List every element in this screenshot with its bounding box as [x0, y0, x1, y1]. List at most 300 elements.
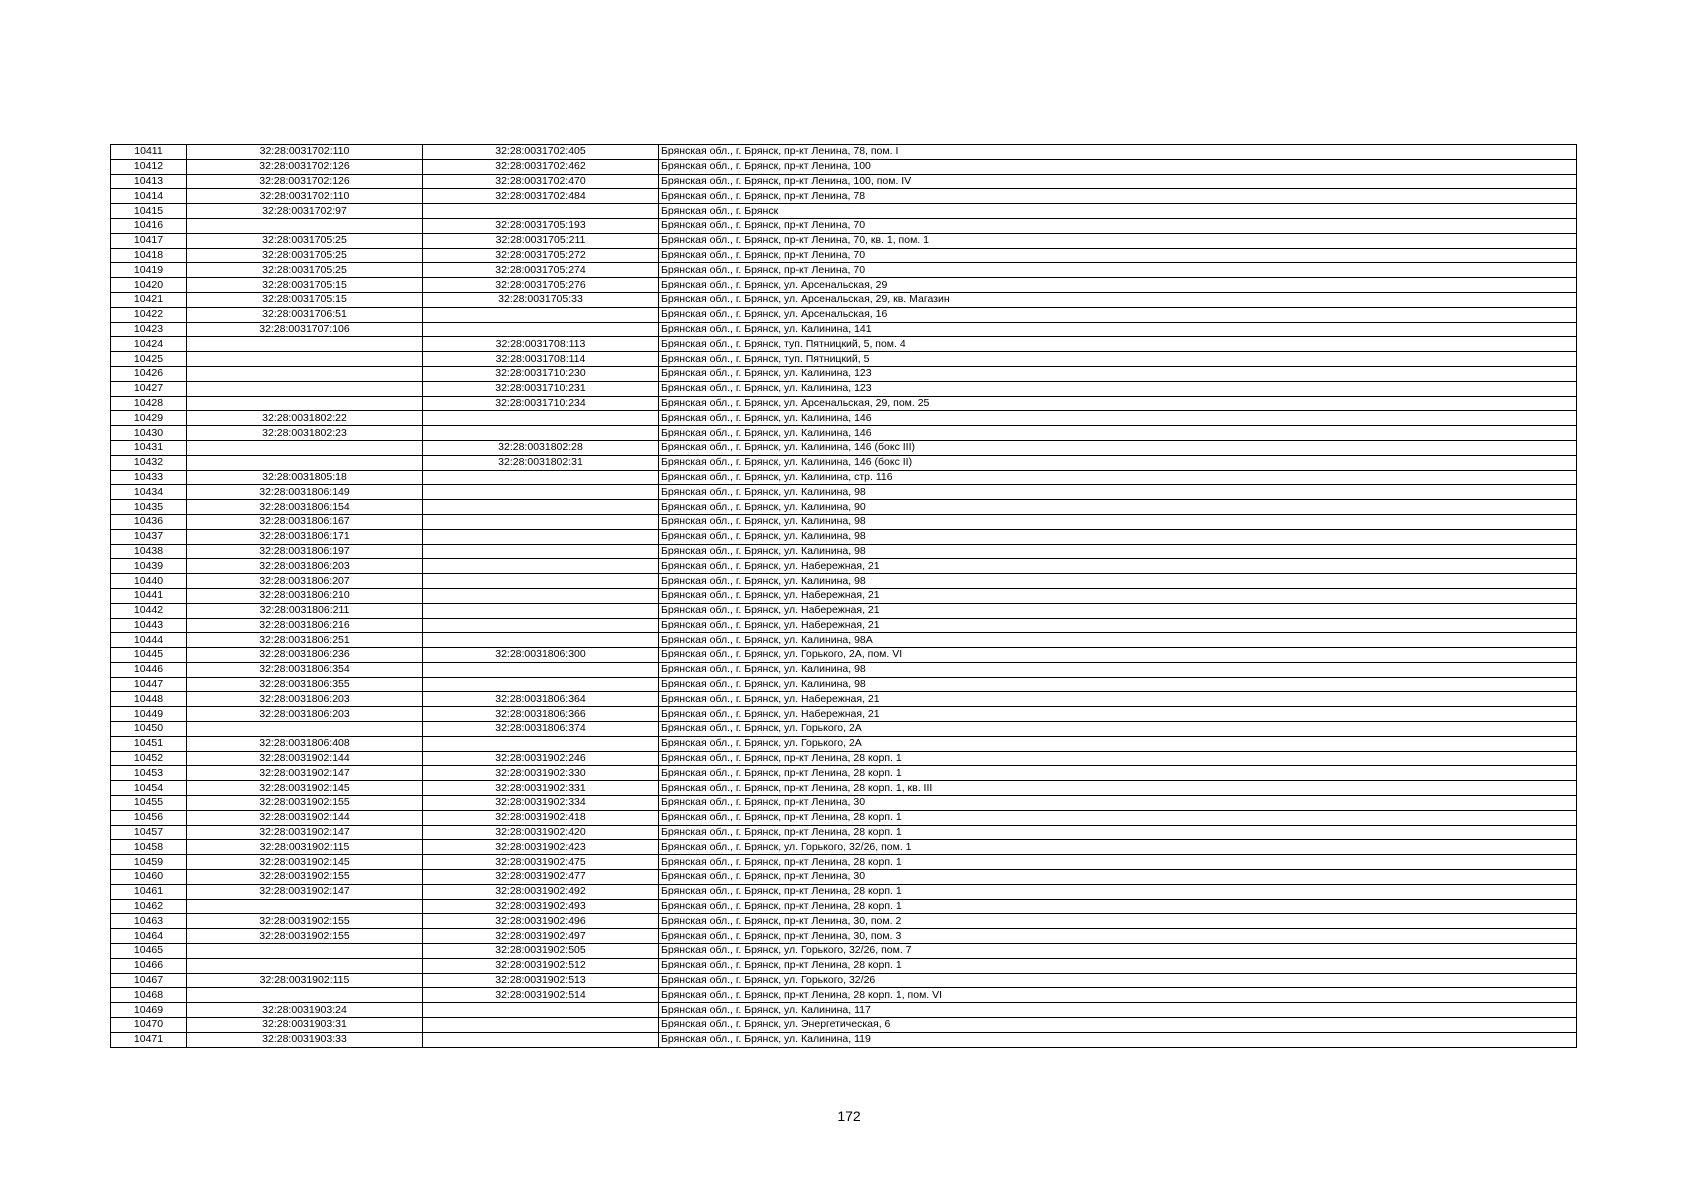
row-number-cell: 10470 — [111, 1018, 187, 1033]
building-cadastral-number-cell: 32:28:0031806:366 — [423, 707, 659, 722]
building-cadastral-number-cell: 32:28:0031708:114 — [423, 352, 659, 367]
table-row — [111, 292, 1577, 307]
address-cell: Брянская обл., г. Брянск, пр-кт Ленина, 30 — [659, 870, 1577, 885]
land-cadastral-number-cell — [187, 455, 423, 470]
row-number-cell: 10423 — [111, 322, 187, 337]
row-number-cell: 10435 — [111, 500, 187, 515]
table-row — [111, 618, 1577, 633]
table-row — [111, 1003, 1577, 1018]
land-cadastral-number-cell: 32:28:0031806:167 — [187, 514, 423, 529]
table-row — [111, 825, 1577, 840]
land-cadastral-number-cell: 32:28:0031806:203 — [187, 707, 423, 722]
row-number-cell: 10448 — [111, 692, 187, 707]
table-row — [111, 736, 1577, 751]
land-cadastral-number-cell: 32:28:0031902:145 — [187, 855, 423, 870]
table-row — [111, 204, 1577, 219]
land-cadastral-number-cell: 32:28:0031806:211 — [187, 603, 423, 618]
row-number-cell: 10420 — [111, 278, 187, 293]
address-cell: Брянская обл., г. Брянск, ул. Калинина, 98А — [659, 633, 1577, 648]
address-cell: Брянская обл., г. Брянск, ул. Набережная, 21 — [659, 707, 1577, 722]
address-cell: Брянская обл., г. Брянск, ул. Арсенальская, 29, пом. 25 — [659, 396, 1577, 411]
building-cadastral-number-cell: 32:28:0031710:231 — [423, 381, 659, 396]
land-cadastral-number-cell: 32:28:0031702:110 — [187, 145, 423, 160]
land-cadastral-number-cell: 32:28:0031902:155 — [187, 914, 423, 929]
land-cadastral-number-cell: 32:28:0031702:97 — [187, 204, 423, 219]
building-cadastral-number-cell — [423, 307, 659, 322]
building-cadastral-number-cell — [423, 411, 659, 426]
row-number-cell: 10461 — [111, 884, 187, 899]
building-cadastral-number-cell: 32:28:0031708:113 — [423, 337, 659, 352]
row-number-cell: 10469 — [111, 1003, 187, 1018]
land-cadastral-number-cell: 32:28:0031705:15 — [187, 292, 423, 307]
row-number-cell: 10424 — [111, 337, 187, 352]
land-cadastral-number-cell: 32:28:0031806:355 — [187, 677, 423, 692]
building-cadastral-number-cell: 32:28:0031902:477 — [423, 870, 659, 885]
address-cell: Брянская обл., г. Брянск, пр-кт Ленина, 28 корп. 1 — [659, 958, 1577, 973]
table-row — [111, 263, 1577, 278]
table-row — [111, 218, 1577, 233]
building-cadastral-number-cell: 32:28:0031902:330 — [423, 766, 659, 781]
land-cadastral-number-cell: 32:28:0031706:51 — [187, 307, 423, 322]
building-cadastral-number-cell: 32:28:0031902:418 — [423, 810, 659, 825]
row-number-cell: 10443 — [111, 618, 187, 633]
land-cadastral-number-cell: 32:28:0031902:147 — [187, 825, 423, 840]
land-cadastral-number-cell: 32:28:0031705:25 — [187, 248, 423, 263]
address-cell: Брянская обл., г. Брянск, ул. Калинина, 123 — [659, 381, 1577, 396]
building-cadastral-number-cell — [423, 322, 659, 337]
land-cadastral-number-cell: 32:28:0031806:171 — [187, 529, 423, 544]
table-row — [111, 440, 1577, 455]
land-cadastral-number-cell — [187, 381, 423, 396]
table-row — [111, 396, 1577, 411]
table-row — [111, 381, 1577, 396]
table-row — [111, 677, 1577, 692]
table-row — [111, 559, 1577, 574]
building-cadastral-number-cell: 32:28:0031806:374 — [423, 722, 659, 737]
land-cadastral-number-cell: 32:28:0031903:31 — [187, 1018, 423, 1033]
land-cadastral-number-cell: 32:28:0031806:207 — [187, 574, 423, 589]
row-number-cell: 10431 — [111, 440, 187, 455]
row-number-cell: 10429 — [111, 411, 187, 426]
table-row — [111, 692, 1577, 707]
address-cell: Брянская обл., г. Брянск, пр-кт Ленина, 70, кв. 1, пом. 1 — [659, 233, 1577, 248]
building-cadastral-number-cell — [423, 603, 659, 618]
address-cell: Брянская обл., г. Брянск, ул. Калинина, 90 — [659, 500, 1577, 515]
address-cell: Брянская обл., г. Брянск, ул. Горького, 2А, пом. VI — [659, 648, 1577, 663]
address-cell: Брянская обл., г. Брянск — [659, 204, 1577, 219]
row-number-cell: 10419 — [111, 263, 187, 278]
land-cadastral-number-cell: 32:28:0031902:147 — [187, 884, 423, 899]
row-number-cell: 10438 — [111, 544, 187, 559]
table-row — [111, 810, 1577, 825]
land-cadastral-number-cell — [187, 352, 423, 367]
land-cadastral-number-cell: 32:28:0031806:197 — [187, 544, 423, 559]
row-number-cell: 10449 — [111, 707, 187, 722]
building-cadastral-number-cell: 32:28:0031902:475 — [423, 855, 659, 870]
building-cadastral-number-cell: 32:28:0031902:514 — [423, 988, 659, 1003]
land-cadastral-number-cell: 32:28:0031806:203 — [187, 692, 423, 707]
address-cell: Брянская обл., г. Брянск, ул. Набережная, 21 — [659, 588, 1577, 603]
table-row — [111, 411, 1577, 426]
address-cell: Брянская обл., г. Брянск, ул. Калинина, 141 — [659, 322, 1577, 337]
building-cadastral-number-cell: 32:28:0031902:423 — [423, 840, 659, 855]
land-cadastral-number-cell: 32:28:0031806:408 — [187, 736, 423, 751]
address-cell: Брянская обл., г. Брянск, пр-кт Ленина, 70 — [659, 248, 1577, 263]
address-cell: Брянская обл., г. Брянск, ул. Набережная, 21 — [659, 603, 1577, 618]
table-row — [111, 781, 1577, 796]
building-cadastral-number-cell: 32:28:0031806:364 — [423, 692, 659, 707]
row-number-cell: 10447 — [111, 677, 187, 692]
land-cadastral-number-cell: 32:28:0031806:154 — [187, 500, 423, 515]
land-cadastral-number-cell: 32:28:0031902:155 — [187, 929, 423, 944]
land-cadastral-number-cell: 32:28:0031902:115 — [187, 973, 423, 988]
row-number-cell: 10428 — [111, 396, 187, 411]
table-row — [111, 529, 1577, 544]
row-number-cell: 10432 — [111, 455, 187, 470]
address-cell: Брянская обл., г. Брянск, пр-кт Ленина, 28 корп. 1 — [659, 766, 1577, 781]
address-cell: Брянская обл., г. Брянск, пр-кт Ленина, 78 — [659, 189, 1577, 204]
table-row — [111, 426, 1577, 441]
table-row — [111, 588, 1577, 603]
building-cadastral-number-cell: 32:28:0031705:33 — [423, 292, 659, 307]
address-cell: Брянская обл., г. Брянск, ул. Калинина, 98 — [659, 529, 1577, 544]
building-cadastral-number-cell — [423, 618, 659, 633]
building-cadastral-number-cell: 32:28:0031806:300 — [423, 648, 659, 663]
building-cadastral-number-cell: 32:28:0031902:334 — [423, 796, 659, 811]
building-cadastral-number-cell: 32:28:0031702:484 — [423, 189, 659, 204]
table-row — [111, 603, 1577, 618]
table-row — [111, 929, 1577, 944]
land-cadastral-number-cell: 32:28:0031806:216 — [187, 618, 423, 633]
row-number-cell: 10441 — [111, 588, 187, 603]
address-cell: Брянская обл., г. Брянск, ул. Калинина, 146 — [659, 426, 1577, 441]
table-row — [111, 233, 1577, 248]
land-cadastral-number-cell: 32:28:0031705:25 — [187, 233, 423, 248]
land-cadastral-number-cell: 32:28:0031702:126 — [187, 174, 423, 189]
table-row — [111, 662, 1577, 677]
table-row — [111, 988, 1577, 1003]
row-number-cell: 10460 — [111, 870, 187, 885]
building-cadastral-number-cell: 32:28:0031710:234 — [423, 396, 659, 411]
land-cadastral-number-cell: 32:28:0031902:144 — [187, 810, 423, 825]
land-cadastral-number-cell: 32:28:0031902:155 — [187, 796, 423, 811]
land-cadastral-number-cell — [187, 396, 423, 411]
row-number-cell: 10430 — [111, 426, 187, 441]
address-cell: Брянская обл., г. Брянск, пр-кт Ленина, 100, пом. IV — [659, 174, 1577, 189]
table-row — [111, 322, 1577, 337]
land-cadastral-number-cell: 32:28:0031903:33 — [187, 1032, 423, 1047]
row-number-cell: 10466 — [111, 958, 187, 973]
table-row — [111, 914, 1577, 929]
land-cadastral-number-cell: 32:28:0031705:25 — [187, 263, 423, 278]
address-cell: Брянская обл., г. Брянск, ул. Калинина, 98 — [659, 574, 1577, 589]
row-number-cell: 10422 — [111, 307, 187, 322]
address-cell: Брянская обл., г. Брянск, ул. Калинина, 98 — [659, 514, 1577, 529]
table-row — [111, 189, 1577, 204]
address-cell: Брянская обл., г. Брянск, пр-кт Ленина, 28 корп. 1 — [659, 855, 1577, 870]
building-cadastral-number-cell: 32:28:0031902:512 — [423, 958, 659, 973]
building-cadastral-number-cell — [423, 677, 659, 692]
address-cell: Брянская обл., г. Брянск, ул. Арсенальская, 16 — [659, 307, 1577, 322]
address-cell: Брянская обл., г. Брянск, ул. Набережная, 21 — [659, 692, 1577, 707]
address-cell: Брянская обл., г. Брянск, ул. Калинина, стр. 116 — [659, 470, 1577, 485]
building-cadastral-number-cell — [423, 500, 659, 515]
table-row — [111, 707, 1577, 722]
row-number-cell: 10455 — [111, 796, 187, 811]
row-number-cell: 10427 — [111, 381, 187, 396]
land-cadastral-number-cell: 32:28:0031806:251 — [187, 633, 423, 648]
land-cadastral-number-cell — [187, 988, 423, 1003]
table-row — [111, 352, 1577, 367]
building-cadastral-number-cell — [423, 1018, 659, 1033]
building-cadastral-number-cell: 32:28:0031710:230 — [423, 366, 659, 381]
address-cell: Брянская обл., г. Брянск, ул. Калинина, 119 — [659, 1032, 1577, 1047]
land-cadastral-number-cell — [187, 944, 423, 959]
address-cell: Брянская обл., г. Брянск, ул. Горького, 32/26, пом. 1 — [659, 840, 1577, 855]
table-row — [111, 796, 1577, 811]
table-row — [111, 1032, 1577, 1047]
row-number-cell: 10436 — [111, 514, 187, 529]
building-cadastral-number-cell: 32:28:0031802:28 — [423, 440, 659, 455]
row-number-cell: 10464 — [111, 929, 187, 944]
building-cadastral-number-cell — [423, 1003, 659, 1018]
land-cadastral-number-cell: 32:28:0031707:106 — [187, 322, 423, 337]
address-cell: Брянская обл., г. Брянск, ул. Калинина, 98 — [659, 544, 1577, 559]
table-row — [111, 145, 1577, 160]
address-cell: Брянская обл., г. Брянск, туп. Пятницкий, 5, пом. 4 — [659, 337, 1577, 352]
address-cell: Брянская обл., г. Брянск, пр-кт Ленина, 28 корп. 1 — [659, 751, 1577, 766]
building-cadastral-number-cell: 32:28:0031702:462 — [423, 159, 659, 174]
address-cell: Брянская обл., г. Брянск, ул. Горького, 2А — [659, 736, 1577, 751]
row-number-cell: 10458 — [111, 840, 187, 855]
address-cell: Брянская обл., г. Брянск, пр-кт Ленина, 30, пом. 3 — [659, 929, 1577, 944]
building-cadastral-number-cell — [423, 1032, 659, 1047]
address-cell: Брянская обл., г. Брянск, пр-кт Ленина, 28 корп. 1 — [659, 884, 1577, 899]
address-cell: Брянская обл., г. Брянск, пр-кт Ленина, 30 — [659, 796, 1577, 811]
land-cadastral-number-cell — [187, 337, 423, 352]
address-cell: Брянская обл., г. Брянск, пр-кт Ленина, 28 корп. 1 — [659, 899, 1577, 914]
row-number-cell: 10412 — [111, 159, 187, 174]
registry-table-body — [111, 145, 1577, 1048]
table-row — [111, 337, 1577, 352]
address-cell: Брянская обл., г. Брянск, ул. Горького, 2А — [659, 722, 1577, 737]
land-cadastral-number-cell: 32:28:0031902:147 — [187, 766, 423, 781]
building-cadastral-number-cell: 32:28:0031902:493 — [423, 899, 659, 914]
row-number-cell: 10411 — [111, 145, 187, 160]
table-row — [111, 278, 1577, 293]
row-number-cell: 10416 — [111, 218, 187, 233]
land-cadastral-number-cell: 32:28:0031806:149 — [187, 485, 423, 500]
table-row — [111, 1018, 1577, 1033]
address-cell: Брянская обл., г. Брянск, ул. Калинина, 146 (бокс II) — [659, 455, 1577, 470]
row-number-cell: 10467 — [111, 973, 187, 988]
building-cadastral-number-cell: 32:28:0031902:420 — [423, 825, 659, 840]
building-cadastral-number-cell — [423, 736, 659, 751]
address-cell: Брянская обл., г. Брянск, ул. Набережная, 21 — [659, 618, 1577, 633]
building-cadastral-number-cell: 32:28:0031902:505 — [423, 944, 659, 959]
building-cadastral-number-cell: 32:28:0031702:405 — [423, 145, 659, 160]
row-number-cell: 10468 — [111, 988, 187, 1003]
row-number-cell: 10442 — [111, 603, 187, 618]
table-row — [111, 870, 1577, 885]
page-number: 172 — [837, 1108, 861, 1124]
building-cadastral-number-cell: 32:28:0031705:276 — [423, 278, 659, 293]
land-cadastral-number-cell — [187, 722, 423, 737]
building-cadastral-number-cell: 32:28:0031705:272 — [423, 248, 659, 263]
row-number-cell: 10450 — [111, 722, 187, 737]
land-cadastral-number-cell: 32:28:0031902:115 — [187, 840, 423, 855]
table-row — [111, 544, 1577, 559]
land-cadastral-number-cell: 32:28:0031902:155 — [187, 870, 423, 885]
land-cadastral-number-cell — [187, 218, 423, 233]
table-row — [111, 248, 1577, 263]
table-row — [111, 470, 1577, 485]
table-row — [111, 574, 1577, 589]
table-row — [111, 884, 1577, 899]
row-number-cell: 10439 — [111, 559, 187, 574]
row-number-cell: 10440 — [111, 574, 187, 589]
table-row — [111, 455, 1577, 470]
building-cadastral-number-cell — [423, 485, 659, 500]
land-cadastral-number-cell — [187, 958, 423, 973]
land-cadastral-number-cell: 32:28:0031702:110 — [187, 189, 423, 204]
row-number-cell: 10462 — [111, 899, 187, 914]
address-cell: Брянская обл., г. Брянск, ул. Горького, 32/26, пом. 7 — [659, 944, 1577, 959]
table-row — [111, 958, 1577, 973]
row-number-cell: 10421 — [111, 292, 187, 307]
land-cadastral-number-cell: 32:28:0031806:354 — [187, 662, 423, 677]
row-number-cell: 10426 — [111, 366, 187, 381]
row-number-cell: 10454 — [111, 781, 187, 796]
address-cell: Брянская обл., г. Брянск, ул. Калинина, 98 — [659, 485, 1577, 500]
row-number-cell: 10457 — [111, 825, 187, 840]
building-cadastral-number-cell: 32:28:0031902:513 — [423, 973, 659, 988]
row-number-cell: 10417 — [111, 233, 187, 248]
building-cadastral-number-cell: 32:28:0031802:31 — [423, 455, 659, 470]
building-cadastral-number-cell — [423, 633, 659, 648]
address-cell: Брянская обл., г. Брянск, ул. Калинина, 146 (бокс III) — [659, 440, 1577, 455]
land-cadastral-number-cell: 32:28:0031702:126 — [187, 159, 423, 174]
building-cadastral-number-cell: 32:28:0031705:193 — [423, 218, 659, 233]
address-cell: Брянская обл., г. Брянск, ул. Арсенальская, 29 — [659, 278, 1577, 293]
table-row — [111, 722, 1577, 737]
building-cadastral-number-cell — [423, 470, 659, 485]
row-number-cell: 10459 — [111, 855, 187, 870]
land-cadastral-number-cell: 32:28:0031902:144 — [187, 751, 423, 766]
table-row — [111, 751, 1577, 766]
table-row — [111, 840, 1577, 855]
table-row — [111, 648, 1577, 663]
row-number-cell: 10452 — [111, 751, 187, 766]
table-row — [111, 366, 1577, 381]
land-cadastral-number-cell: 32:28:0031802:22 — [187, 411, 423, 426]
table-row — [111, 485, 1577, 500]
building-cadastral-number-cell: 32:28:0031902:492 — [423, 884, 659, 899]
table-row — [111, 307, 1577, 322]
building-cadastral-number-cell — [423, 662, 659, 677]
building-cadastral-number-cell: 32:28:0031702:470 — [423, 174, 659, 189]
address-cell: Брянская обл., г. Брянск, пр-кт Ленина, 28 корп. 1, пом. VI — [659, 988, 1577, 1003]
row-number-cell: 10413 — [111, 174, 187, 189]
row-number-cell: 10414 — [111, 189, 187, 204]
address-cell: Брянская обл., г. Брянск, туп. Пятницкий, 5 — [659, 352, 1577, 367]
building-cadastral-number-cell — [423, 529, 659, 544]
row-number-cell: 10433 — [111, 470, 187, 485]
row-number-cell: 10456 — [111, 810, 187, 825]
land-cadastral-number-cell: 32:28:0031806:236 — [187, 648, 423, 663]
address-cell: Брянская обл., г. Брянск, пр-кт Ленина, 28 корп. 1 — [659, 825, 1577, 840]
land-cadastral-number-cell — [187, 366, 423, 381]
address-cell: Брянская обл., г. Брянск, пр-кт Ленина, 30, пом. 2 — [659, 914, 1577, 929]
land-cadastral-number-cell: 32:28:0031806:210 — [187, 588, 423, 603]
building-cadastral-number-cell — [423, 559, 659, 574]
row-number-cell: 10446 — [111, 662, 187, 677]
address-cell: Брянская обл., г. Брянск, пр-кт Ленина, 28 корп. 1, кв. III — [659, 781, 1577, 796]
building-cadastral-number-cell: 32:28:0031902:246 — [423, 751, 659, 766]
address-cell: Брянская обл., г. Брянск, ул. Калинина, 98 — [659, 662, 1577, 677]
building-cadastral-number-cell: 32:28:0031902:497 — [423, 929, 659, 944]
row-number-cell: 10445 — [111, 648, 187, 663]
table-row — [111, 159, 1577, 174]
land-cadastral-number-cell: 32:28:0031705:15 — [187, 278, 423, 293]
address-cell: Брянская обл., г. Брянск, пр-кт Ленина, 100 — [659, 159, 1577, 174]
row-number-cell: 10471 — [111, 1032, 187, 1047]
address-cell: Брянская обл., г. Брянск, пр-кт Ленина, 70 — [659, 218, 1577, 233]
building-cadastral-number-cell — [423, 588, 659, 603]
table-row — [111, 500, 1577, 515]
address-cell: Брянская обл., г. Брянск, ул. Набережная, 21 — [659, 559, 1577, 574]
row-number-cell: 10434 — [111, 485, 187, 500]
address-cell: Брянская обл., г. Брянск, пр-кт Ленина, 28 корп. 1 — [659, 810, 1577, 825]
building-cadastral-number-cell — [423, 544, 659, 559]
row-number-cell: 10465 — [111, 944, 187, 959]
land-cadastral-number-cell: 32:28:0031805:18 — [187, 470, 423, 485]
row-number-cell: 10437 — [111, 529, 187, 544]
land-cadastral-number-cell: 32:28:0031802:23 — [187, 426, 423, 441]
building-cadastral-number-cell — [423, 426, 659, 441]
land-cadastral-number-cell — [187, 440, 423, 455]
building-cadastral-number-cell: 32:28:0031902:331 — [423, 781, 659, 796]
row-number-cell: 10425 — [111, 352, 187, 367]
table-row — [111, 973, 1577, 988]
address-cell: Брянская обл., г. Брянск, ул. Калинина, 146 — [659, 411, 1577, 426]
table-row — [111, 855, 1577, 870]
table-row — [111, 899, 1577, 914]
address-cell: Брянская обл., г. Брянск, пр-кт Ленина, 70 — [659, 263, 1577, 278]
row-number-cell: 10444 — [111, 633, 187, 648]
row-number-cell: 10463 — [111, 914, 187, 929]
row-number-cell: 10451 — [111, 736, 187, 751]
table-row — [111, 944, 1577, 959]
land-cadastral-number-cell: 32:28:0031806:203 — [187, 559, 423, 574]
building-cadastral-number-cell — [423, 204, 659, 219]
table-row — [111, 174, 1577, 189]
building-cadastral-number-cell: 32:28:0031705:211 — [423, 233, 659, 248]
building-cadastral-number-cell: 32:28:0031705:274 — [423, 263, 659, 278]
address-cell: Брянская обл., г. Брянск, ул. Горького, 32/26 — [659, 973, 1577, 988]
table-row — [111, 766, 1577, 781]
address-cell: Брянская обл., г. Брянск, ул. Арсенальская, 29, кв. Магазин — [659, 292, 1577, 307]
building-cadastral-number-cell — [423, 514, 659, 529]
address-cell: Брянская обл., г. Брянск, ул. Калинина, 117 — [659, 1003, 1577, 1018]
address-cell: Брянская обл., г. Брянск, ул. Энергетическая, 6 — [659, 1018, 1577, 1033]
registry-table — [110, 144, 1577, 1048]
building-cadastral-number-cell: 32:28:0031902:496 — [423, 914, 659, 929]
land-cadastral-number-cell: 32:28:0031903:24 — [187, 1003, 423, 1018]
address-cell: Брянская обл., г. Брянск, ул. Калинина, 98 — [659, 677, 1577, 692]
address-cell: Брянская обл., г. Брянск, пр-кт Ленина, 78, пом. I — [659, 145, 1577, 160]
land-cadastral-number-cell — [187, 899, 423, 914]
